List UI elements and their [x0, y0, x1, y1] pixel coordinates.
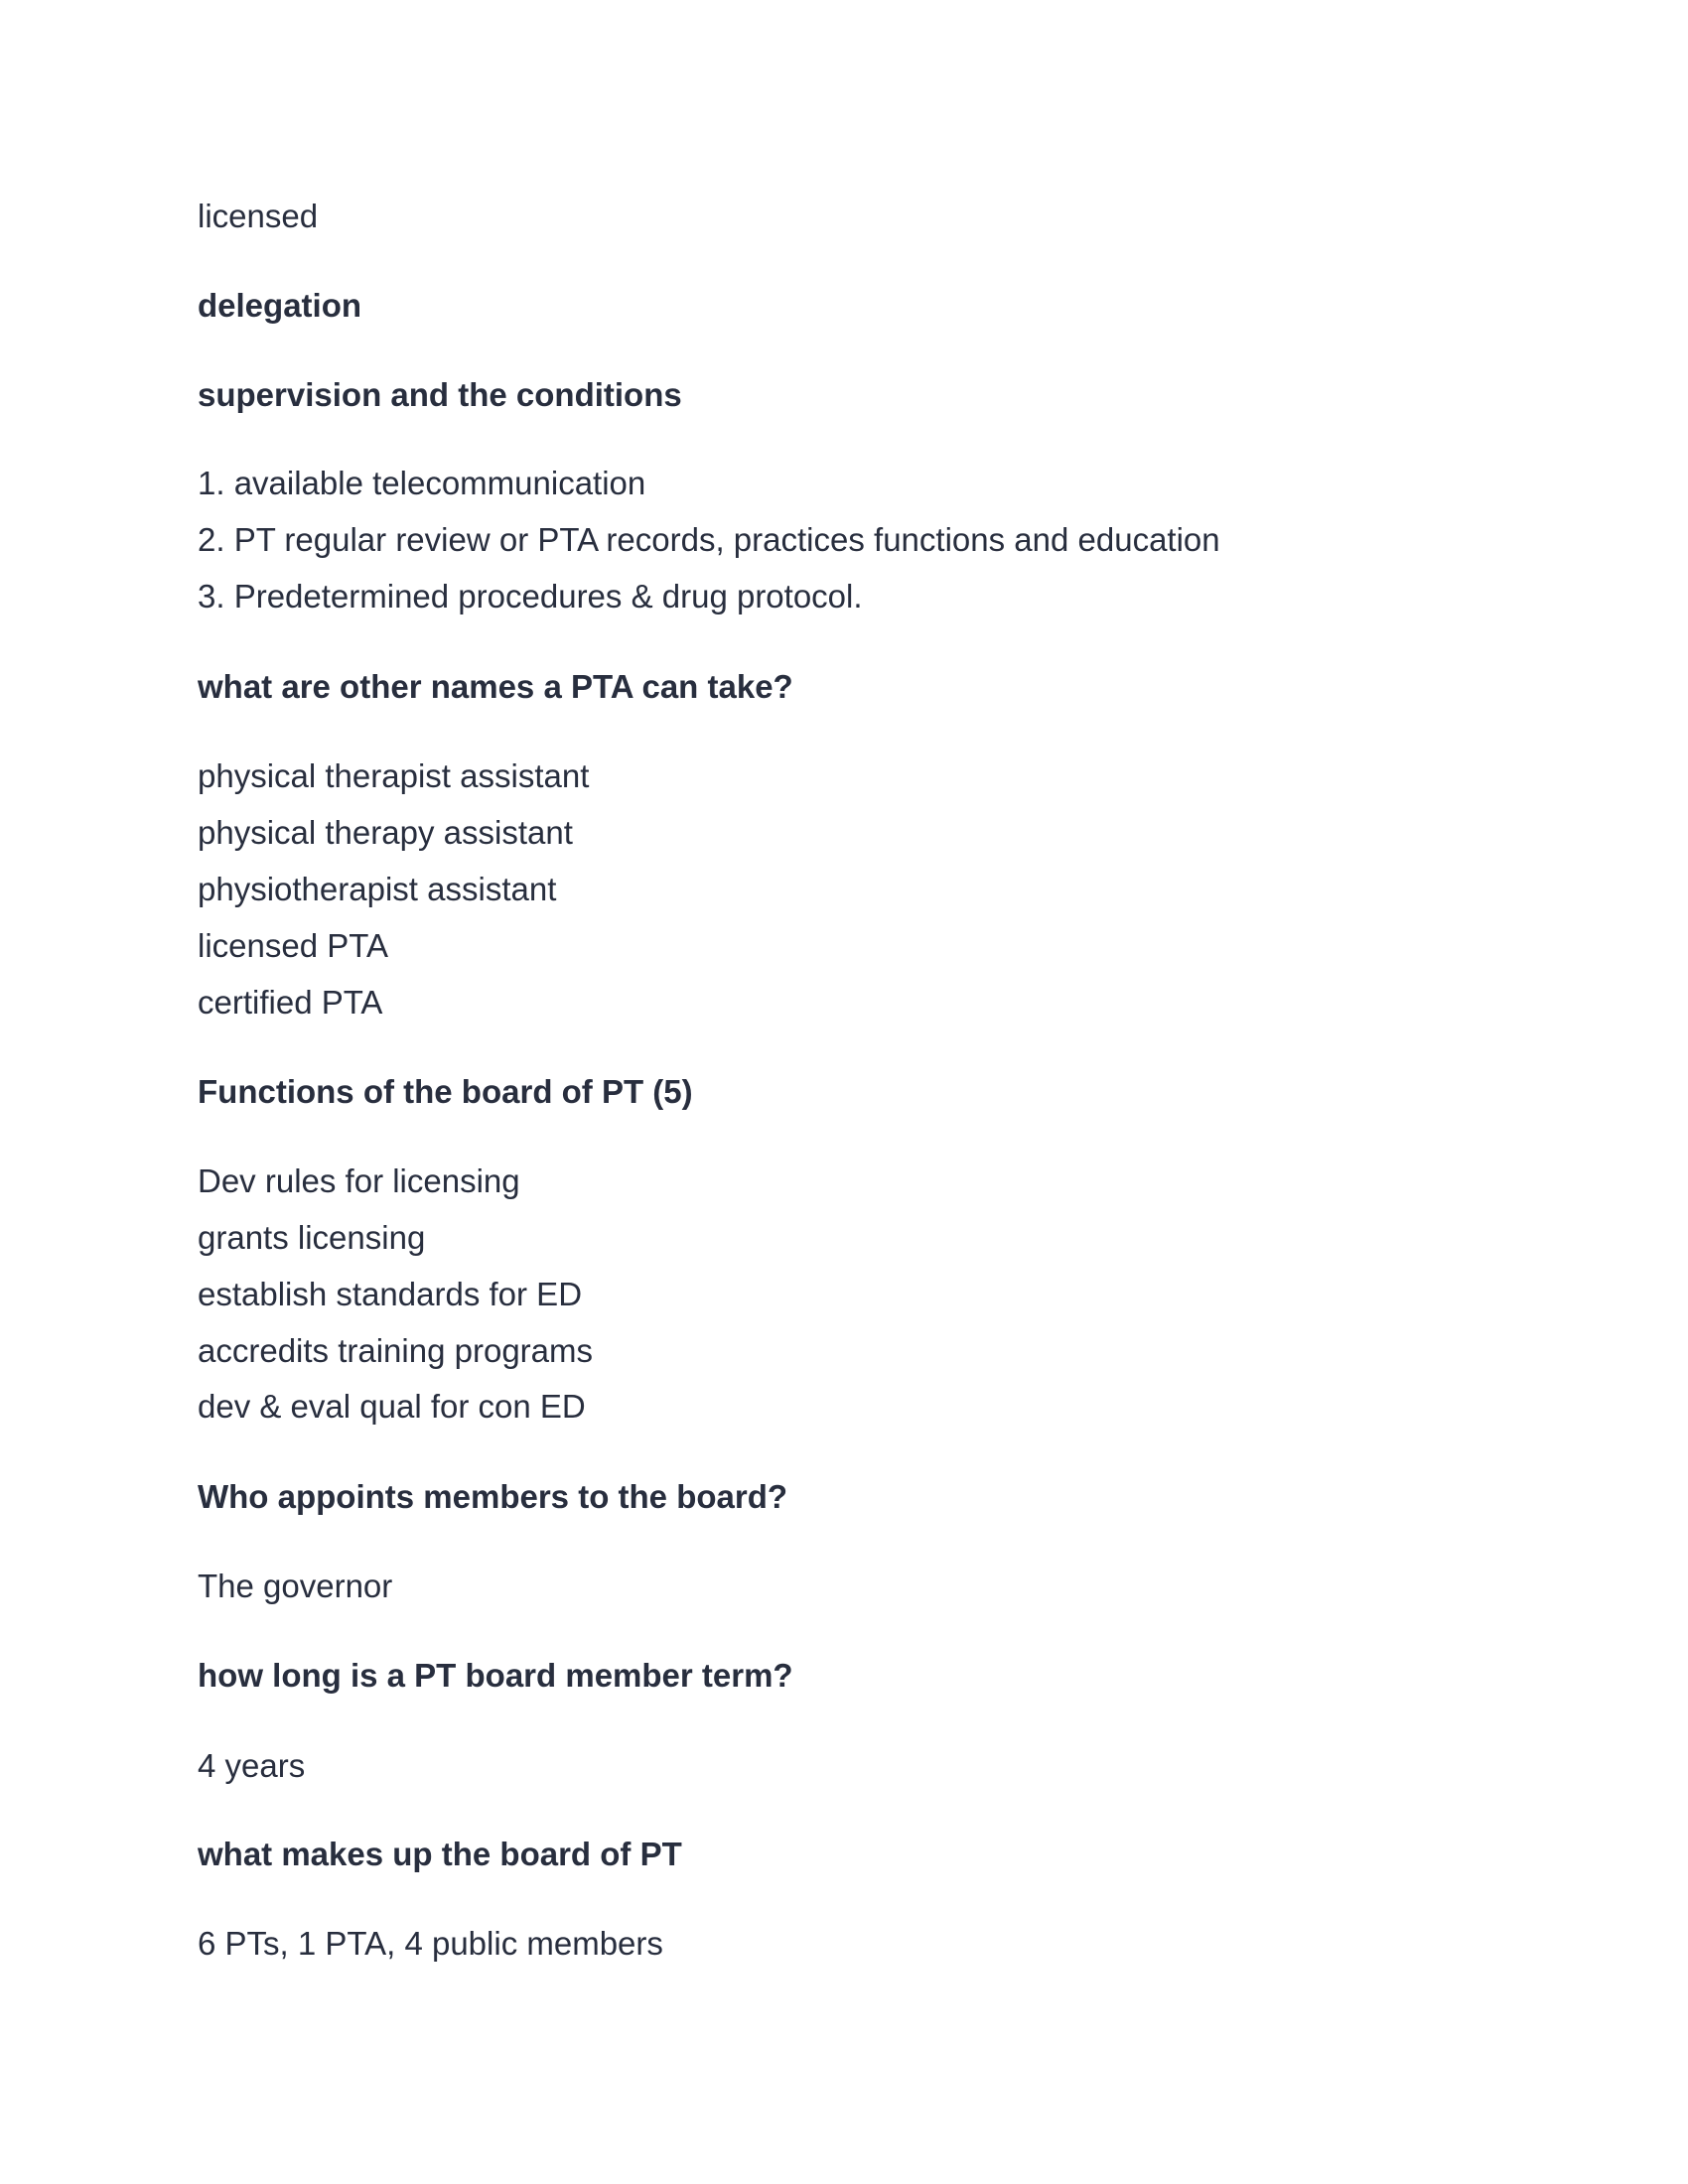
flashcard-term: how long is a PT board member term? [198, 1657, 793, 1694]
flashcard-definition: dev & eval qual for con ED [198, 1388, 586, 1425]
flashcard-definition: licensed [198, 198, 319, 234]
flashcard-definition: 3. Predetermined procedures & drug protocol. [198, 578, 863, 614]
flashcard-definition: 6 PTs, 1 PTA, 4 public members [198, 1925, 663, 1962]
flashcard-term: what are other names a PTA can take? [198, 668, 793, 705]
flashcard-definition: Dev rules for licensing [198, 1162, 520, 1199]
flashcard-definition: 4 years [198, 1747, 306, 1784]
flashcard-term: delegation [198, 287, 362, 324]
flashcard-definition: physical therapist assistant [198, 757, 590, 794]
flashcard-definition: physiotherapist assistant [198, 871, 557, 907]
flashcard-term: Who appoints members to the board? [198, 1478, 788, 1515]
flashcard-definition: establish standards for ED [198, 1276, 583, 1312]
flashcard-definition: physical therapy assistant [198, 814, 573, 851]
flashcard-definition: The governor [198, 1568, 393, 1604]
flashcard-definition: 2. PT regular review or PTA records, practices functions and education [198, 521, 1220, 558]
flashcard-term: Functions of the board of PT (5) [198, 1073, 693, 1110]
flashcard-term: supervision and the conditions [198, 376, 682, 413]
flashcard-definition: accredits training programs [198, 1332, 593, 1369]
flashcard-term: what makes up the board of PT [198, 1836, 682, 1872]
flashcard-definition: certified PTA [198, 984, 383, 1021]
flashcard-definition: 1. available telecommunication [198, 465, 646, 501]
flashcard-definition: licensed PTA [198, 927, 388, 964]
flashcard-definition: grants licensing [198, 1219, 426, 1256]
